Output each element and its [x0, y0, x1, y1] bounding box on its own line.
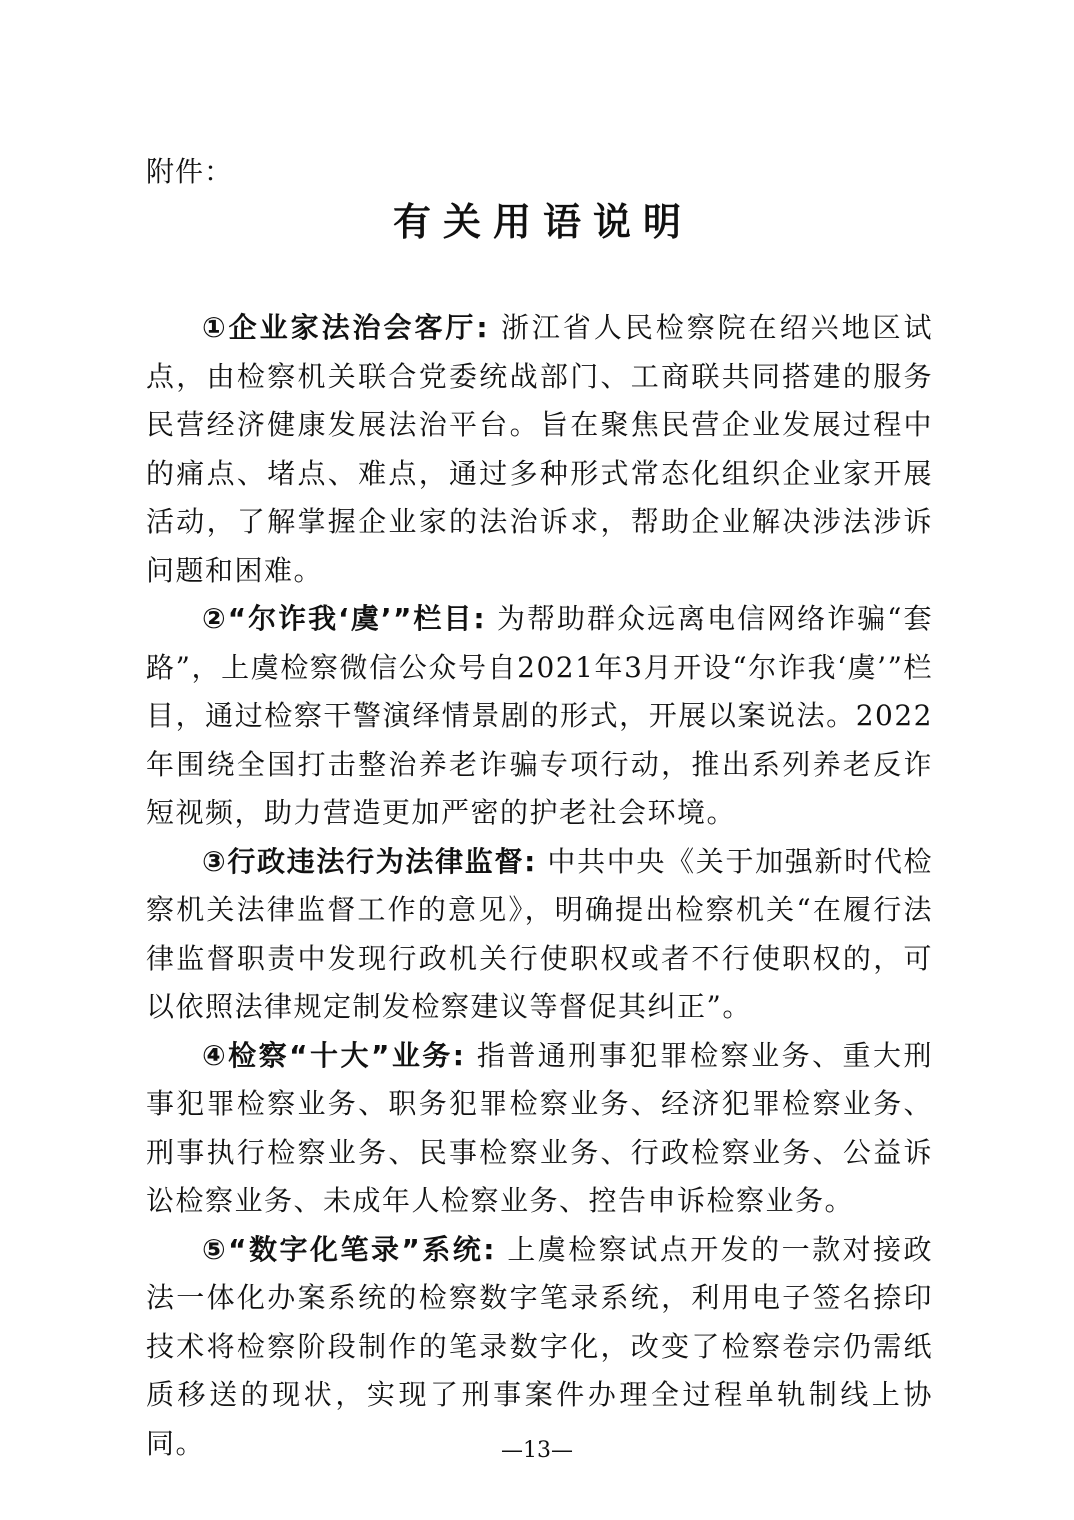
term-label: ②“尔诈我‘虞’”栏目: [202, 602, 487, 635]
term-definition: 浙江省人民检察院在绍兴地区试点，由检察机关联合党委统战部门、工商联共同搭建的服务民营经济健康发展法治平台。旨在聚焦民营企业发展过程中的痛点、堵点、难点，通过多种形式常态化组织企业家开展活动，了解掌握企业家的法治诉求，帮助企业解决涉法涉诉问题和困难。 [146, 311, 934, 587]
term-paragraph [146, 1032, 933, 1226]
term-paragraph [146, 304, 933, 595]
term-definition: 上虞检察试点开发的一款对接政法一体化办案系统的检察数字笔录系统，利用电子签名捺印技术将检察阶段制作的笔录数字化，改变了检察卷宗仍需纸质移送的现状，实现了刑事案件办理全过程单轨制线上协同。 [146, 1232, 933, 1460]
term-label: ⑤“数字化笔录”系统: [202, 1232, 496, 1266]
document-title: 有关用语说明 [392, 200, 693, 244]
term-paragraph [146, 1226, 933, 1469]
term-label: ④检察“十大”业务: [202, 1038, 466, 1072]
term-paragraph [146, 838, 933, 1032]
term-definition: 指普通刑事犯罪检察业务、重大刑事犯罪检察业务、职务犯罪检察业务、经济犯罪检察业务、刑事执行检察业务、民事检察业务、行政检察业务、公益诉讼检察业务、未成年人检察业务、控告申诉检察业务。 [146, 1038, 933, 1217]
term-definition: 为帮助群众远离电信网络诈骗“套路”，上虞检察微信公众号自2021年3月开设“尔诈我‘虞’”栏目，通过检察干警演绎情景剧的形式，开展以案说法。2022年围绕全国打击整治养老诈骗专项行动，推出系列养老反诈短视频，助力营造更加严密的护老社会环境。 [146, 602, 934, 829]
document-body [146, 304, 933, 1468]
term-paragraph [146, 595, 933, 838]
page-number: —13— [501, 1438, 573, 1463]
attachment-label: 附件： [146, 155, 234, 188]
term-label: ③行政违法行为法律监督: [202, 844, 537, 878]
term-label: ①企业家法治会客厅: [202, 311, 490, 344]
term-definition: 中共中央《关于加强新时代检察机关法律监督工作的意见》，明确提出检察机关“在履行法律监督职责中发现行政机关行使职权或者不行使职权的，可以依照法律规定制发检察建议等督促其纠正”。 [146, 844, 933, 1023]
